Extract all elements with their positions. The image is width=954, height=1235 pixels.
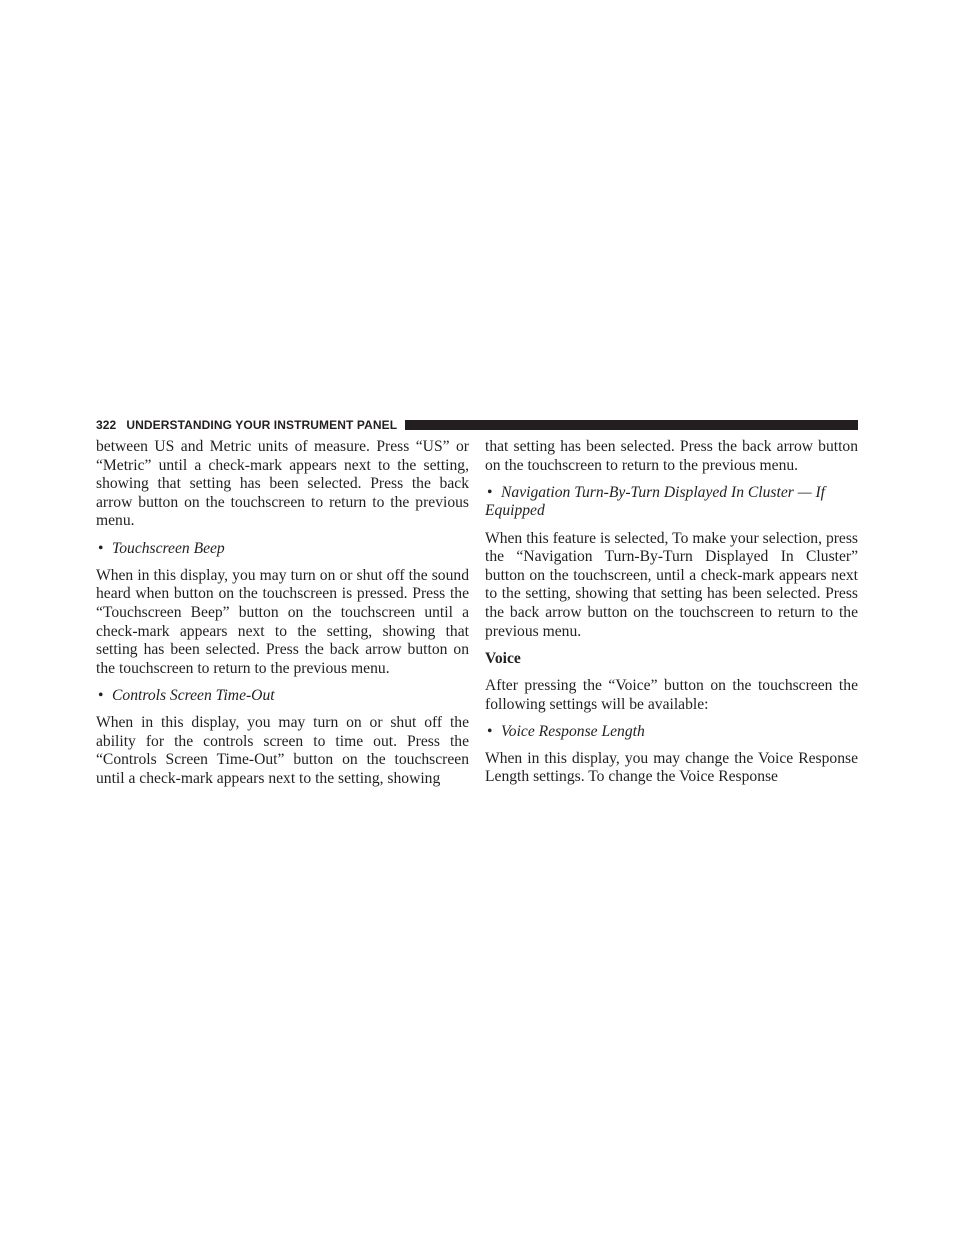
bullet-icon: • — [487, 483, 493, 501]
paragraph-voice: After pressing the “Voice” button on the touchscreen the following settings will be available: — [485, 676, 858, 713]
paragraph-controls-screen-timeout: When in this display, you may turn on or shut off the ability for the controls screen to time out. Press the “Controls Screen Time-Out” button on the touchscreen until a check-mark appears next to the setting, showing — [96, 714, 469, 787]
bullet-icon: • — [487, 722, 493, 740]
bullet-icon: • — [98, 686, 104, 704]
paragraph-continued: that setting has been selected. Press the back arrow button on the touchscreen to return to the previous menu. — [485, 438, 858, 474]
page-header — [96, 417, 858, 432]
bullet-label: Touchscreen Beep — [112, 539, 225, 557]
bullet-voice-response-length — [485, 723, 858, 742]
header-rule — [405, 420, 858, 430]
bullet-navigation-turn-by-turn — [485, 484, 858, 521]
paragraph-units: between US and Metric units of measure. Press “US” or “Metric” until a check-mark appears next to the setting, showing that setting has been selected. Press the back arrow button on the touchscreen to return to the previous menu. — [96, 438, 469, 530]
section-title: UNDERSTANDING YOUR INSTRUMENT PANEL — [126, 417, 398, 432]
paragraph-navigation: When this feature is selected, To make your selection, press the “Navigation Turn-By-Turn Displayed In Cluster” button on the touchscreen, until a check-mark appears next to the setting, showing that setting has been selected. Press the back arrow button on the touchscreen to return to the previous menu. — [485, 529, 858, 640]
bullet-controls-screen-timeout — [96, 687, 469, 706]
page-number: 322 — [96, 417, 117, 432]
bullet-touchscreen-beep — [96, 540, 469, 559]
bullet-label: Navigation Turn-By-Turn Displayed In Cluster — If Equipped — [485, 483, 826, 520]
right-column — [485, 438, 858, 787]
paragraph-voice-response-length: When in this display, you may change the Voice Response Length settings. To change the Voice Response — [485, 749, 858, 786]
left-column — [96, 438, 469, 788]
bullet-label: Voice Response Length — [501, 722, 645, 740]
heading-voice: Voice — [485, 649, 521, 667]
bullet-icon: • — [98, 539, 104, 557]
paragraph-touchscreen-beep: When in this display, you may turn on or shut off the sound heard when button on the touchscreen is pressed. Press the “Touchscreen Beep” button on the touchscreen until a check-mark appears next to the setting, showing that setting has been selected. Press the back arrow button on the touchscreen to return to the previous menu. — [96, 566, 469, 677]
bullet-label: Controls Screen Time-Out — [112, 686, 275, 704]
